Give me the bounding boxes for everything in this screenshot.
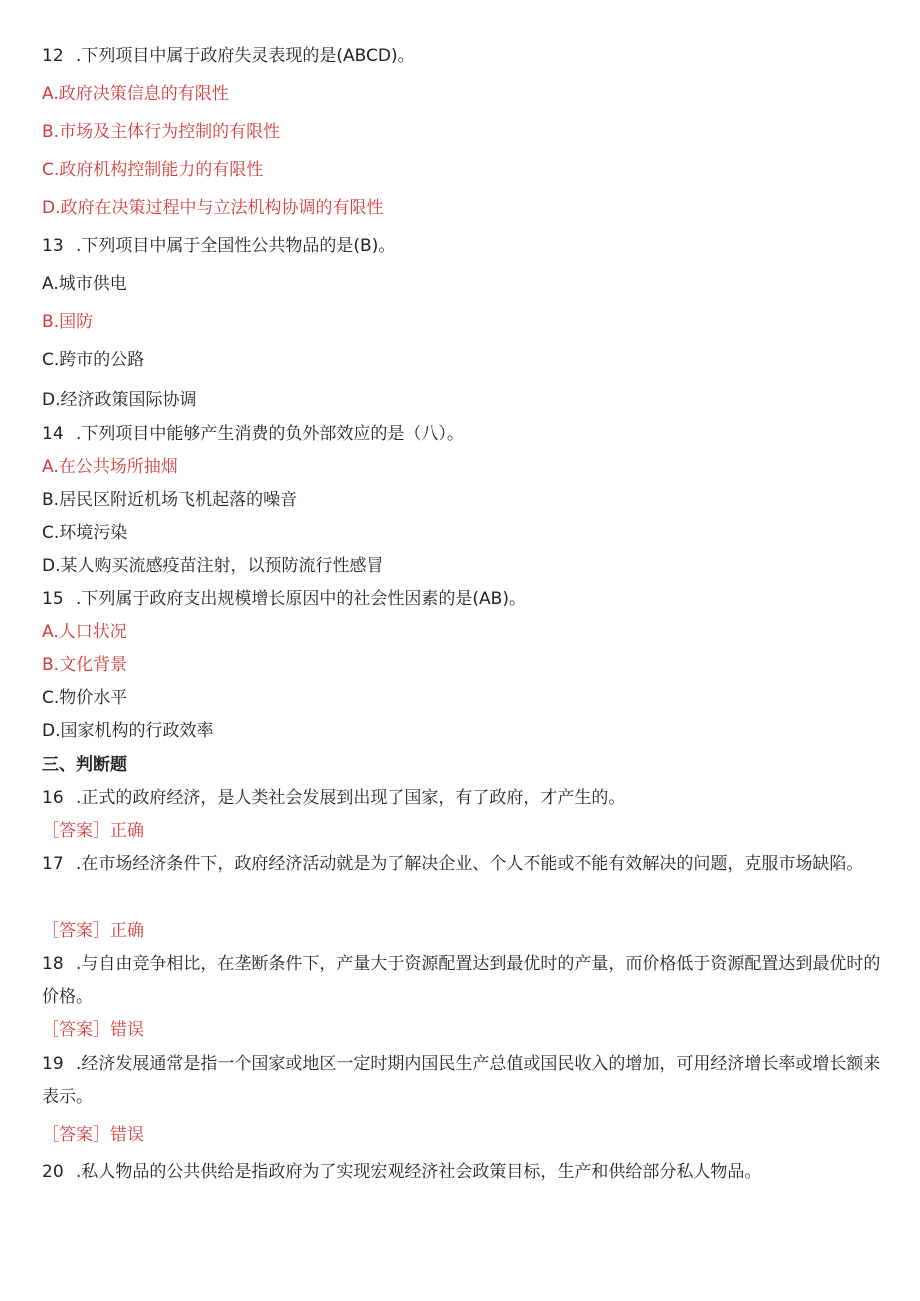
question-16 bbox=[42, 786, 625, 810]
question-number: 16 bbox=[42, 788, 64, 808]
option-c: C.跨市的公路 bbox=[42, 350, 145, 370]
option-b: B.国防 bbox=[42, 312, 94, 332]
option-a: A.人口状况 bbox=[42, 622, 127, 642]
question-text: .下列项目中属于全国性公共物品的是(B)。 bbox=[76, 236, 396, 256]
answer: ［答案］正确 bbox=[42, 921, 144, 941]
question-19 bbox=[42, 1048, 882, 1114]
question-text: .下列项目中属于政府失灵表现的是(ABCD)。 bbox=[76, 46, 415, 66]
question-number: 17 bbox=[42, 854, 64, 874]
answer: ［答案］正确 bbox=[42, 821, 144, 841]
question-15 bbox=[42, 587, 526, 611]
answer: ［答案］错误 bbox=[42, 1125, 144, 1145]
option-d: D.政府在决策过程中与立法机构协调的有限性 bbox=[42, 198, 384, 218]
question-number: 14 bbox=[42, 424, 64, 444]
question-number: 20 bbox=[42, 1162, 64, 1182]
option-a: A.政府决策信息的有限性 bbox=[42, 84, 229, 104]
question-number: 13 bbox=[42, 236, 64, 256]
option-d: D.某人购买流感疫苗注射，以预防流行性感冒 bbox=[42, 556, 384, 576]
question-17 bbox=[42, 848, 882, 881]
option-b: B.市场及主体行为控制的有限性 bbox=[42, 122, 281, 142]
question-18 bbox=[42, 948, 882, 1014]
question-text: .经济发展通常是指一个国家或地区一定时期内国民生产总值或国民收入的增加，可用经济增长率或增长额来表示。 bbox=[42, 1054, 881, 1107]
option-b: B.文化背景 bbox=[42, 655, 128, 675]
option-c: C.环境污染 bbox=[42, 523, 128, 543]
question-number: 15 bbox=[42, 589, 64, 609]
question-number: 19 bbox=[42, 1054, 64, 1074]
question-13 bbox=[42, 234, 395, 258]
option-c: C.物价水平 bbox=[42, 688, 128, 708]
question-14 bbox=[42, 422, 464, 446]
option-a: A.在公共场所抽烟 bbox=[42, 457, 178, 477]
question-20 bbox=[42, 1160, 761, 1184]
option-a: A.城市供电 bbox=[42, 274, 127, 294]
section-heading: 三、判断题 bbox=[42, 755, 127, 775]
question-number: 12 bbox=[42, 46, 64, 66]
option-d: D.经济政策国际协调 bbox=[42, 390, 197, 410]
answer: ［答案］错误 bbox=[42, 1020, 144, 1040]
question-text: .在市场经济条件下，政府经济活动就是为了解决企业、个人不能或不能有效解决的问题，克服市场缺陷。 bbox=[76, 854, 864, 874]
question-text: .下列属于政府支出规模增长原因中的社会性因素的是(AB)。 bbox=[76, 589, 526, 609]
question-12 bbox=[42, 44, 415, 68]
option-b: B.居民区附近机场飞机起落的噪音 bbox=[42, 490, 298, 510]
question-text: .与自由竞争相比，在垄断条件下，产量大于资源配置达到最优时的产量，而价格低于资源配置达到最优时的价格。 bbox=[42, 954, 881, 1007]
option-c: C.政府机构控制能力的有限性 bbox=[42, 160, 264, 180]
question-text: .私人物品的公共供给是指政府为了实现宏观经济社会政策目标，生产和供给部分私人物品。 bbox=[76, 1162, 762, 1182]
question-text: .下列项目中能够产生消费的负外部效应的是（八）。 bbox=[76, 424, 464, 444]
question-number: 18 bbox=[42, 954, 64, 974]
question-text: .正式的政府经济，是人类社会发展到出现了国家，有了政府，才产生的。 bbox=[76, 788, 626, 808]
option-d: D.国家机构的行政效率 bbox=[42, 721, 214, 741]
